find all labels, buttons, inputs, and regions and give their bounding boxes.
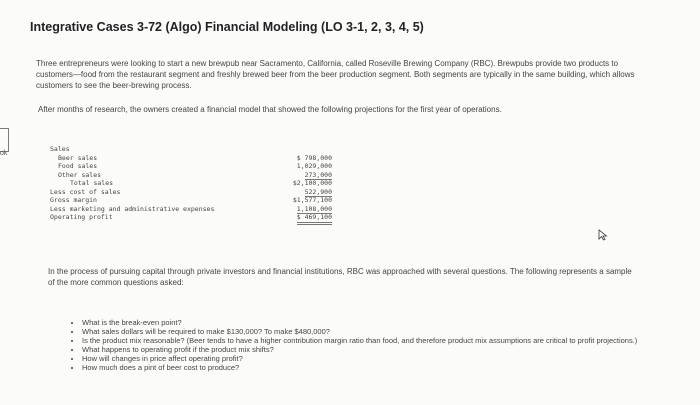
row-label: Food sales	[58, 162, 98, 170]
row-value: 522,900	[304, 187, 332, 196]
questions-list	[64, 318, 642, 372]
table-row	[50, 196, 332, 205]
row-label: Other sales	[58, 170, 102, 179]
row-label: Gross margin	[50, 196, 97, 204]
list-item: • Is the product mix reasonable? (Beer tends to have a higher contribution margin ratio than food, and therefore product mix assumptions are critical to profit projections.)	[82, 336, 642, 345]
row-value: 273,000	[304, 170, 332, 179]
table-row	[50, 171, 332, 180]
list-item: • How will changes in price affect operating profit?	[82, 354, 642, 363]
questions-intro-paragraph: In the process of pursuing capital through private investors and financial institutions, RBC was approached with several questions. The following represents a sample of the more common questions asked:	[48, 267, 632, 287]
row-label: Less marketing and administrative expenses	[50, 204, 215, 213]
row-label: Less cost of sales	[50, 187, 121, 196]
page-title: Integrative Cases 3-72 (Algo) Financial Modeling (LO 3-1, 2, 3, 4, 5)	[30, 20, 424, 34]
row-value: $ 798,000	[296, 153, 332, 162]
intro-paragraph: Three entrepreneurs were looking to start a new brewpub near Sacramento, California, called Roseville Brewing Company (RBC). Brewpubs provide two products to customers—food from the restaurant segment and freshly brewed beer from the beer production segment. Both segments are typically in the same building, which allows customers to see the beer-brewing process.	[36, 59, 635, 90]
mouse-cursor-icon	[598, 229, 608, 241]
left-panel-label: ok	[0, 150, 8, 157]
list-item: • What sales dollars will be required to make $130,000? To make $480,000?	[82, 327, 642, 336]
row-label: Operating profit	[50, 213, 113, 221]
list-item: • What is the break-even point?	[82, 318, 642, 327]
projection-intro-paragraph: After months of research, the owners created a financial model that showed the following projections for the first year of operations.	[38, 105, 502, 114]
row-value: 1,108,000	[296, 204, 332, 213]
financial-projection-table	[50, 145, 332, 222]
table-row	[50, 188, 332, 197]
row-value: $1,577,100	[292, 196, 332, 204]
table-row	[50, 205, 332, 214]
row-label: Beer sales	[58, 153, 98, 162]
table-row	[50, 145, 332, 154]
table-row	[50, 162, 332, 171]
row-label: Sales	[50, 145, 70, 153]
row-label: Total sales	[70, 179, 114, 187]
row-value: 1,029,000	[296, 162, 332, 170]
list-item: • What happens to operating profit if the product mix shifts?	[82, 345, 642, 354]
row-value: $2,100,000	[292, 179, 332, 187]
row-value: $ 469,100	[297, 213, 332, 225]
table-row	[50, 179, 332, 188]
table-row	[50, 213, 332, 222]
left-panel-edge	[0, 128, 9, 152]
list-item: • How much does a pint of beer cost to produce?	[82, 363, 642, 372]
table-row	[50, 154, 332, 163]
